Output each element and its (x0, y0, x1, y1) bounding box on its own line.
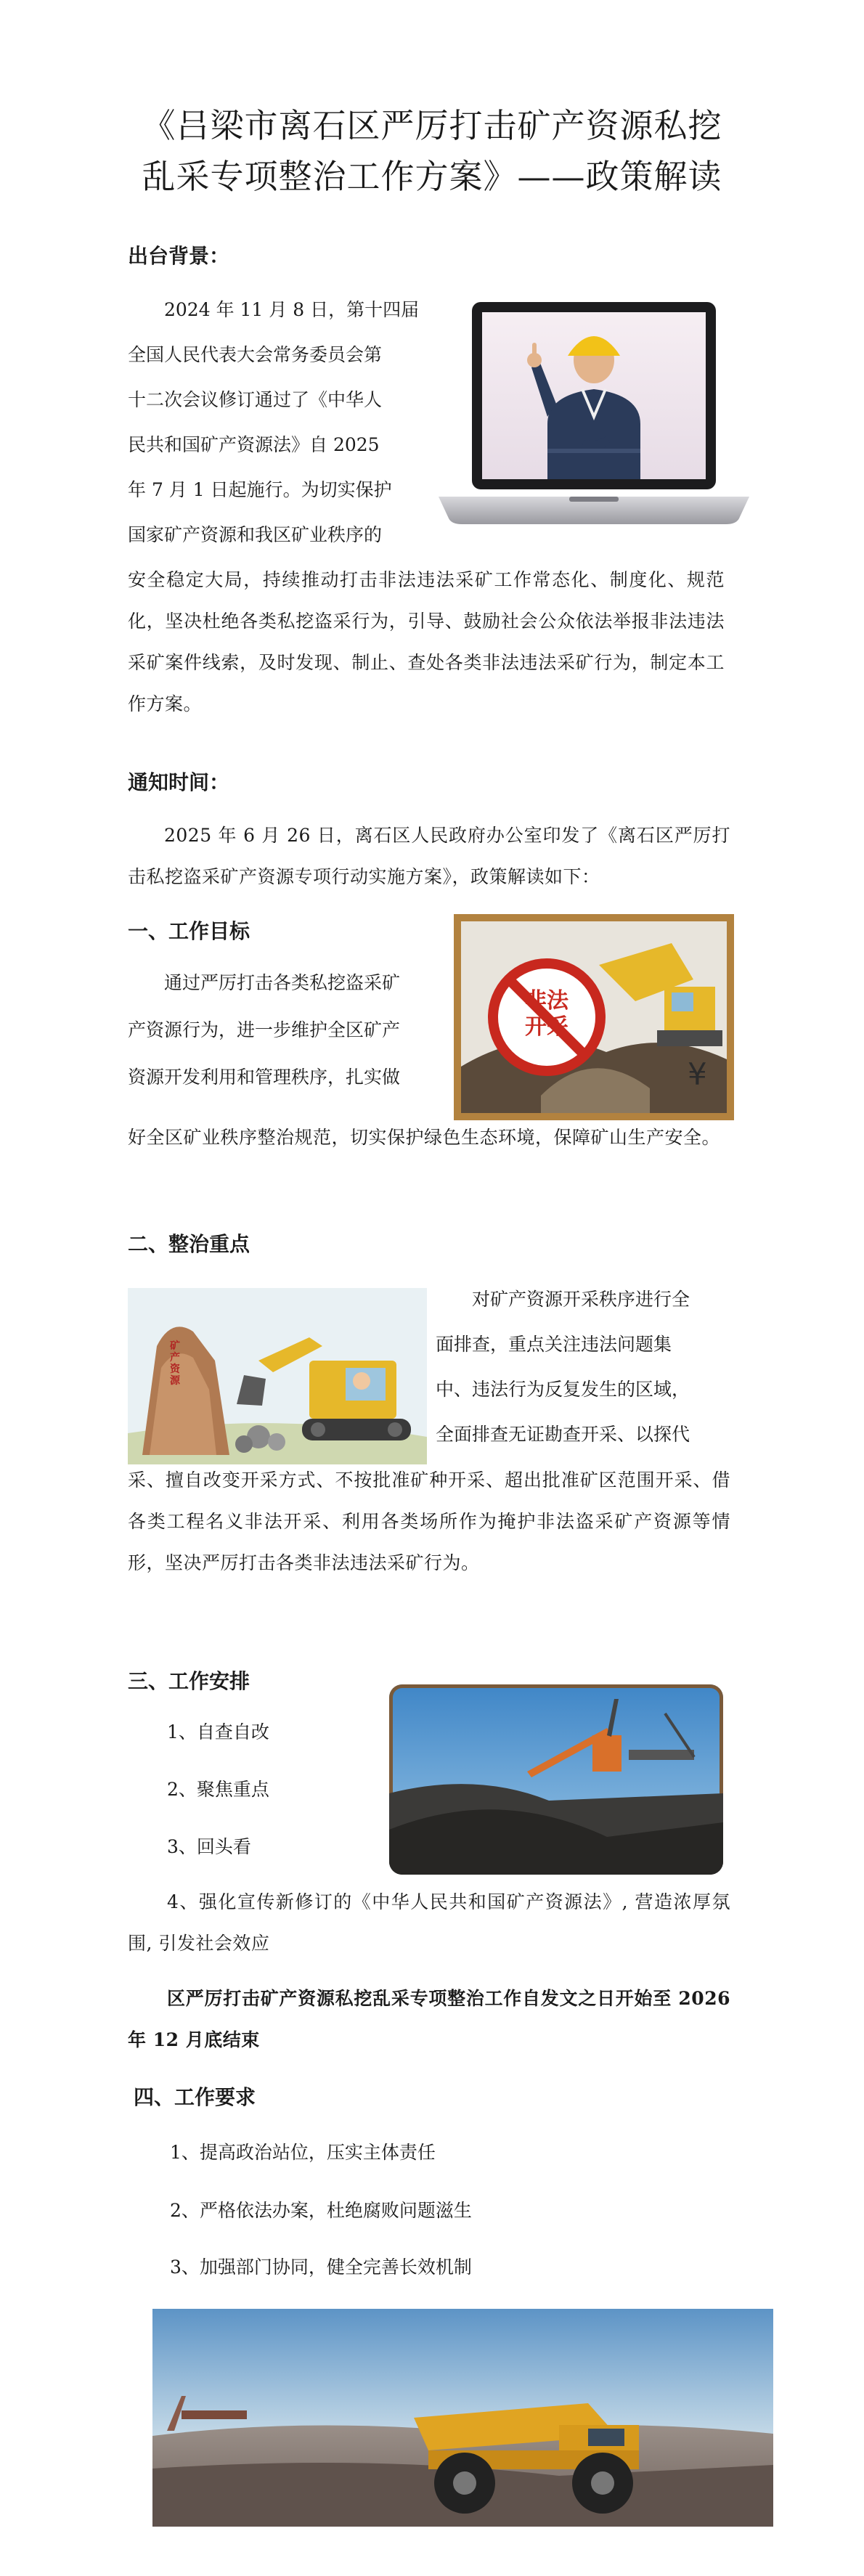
arrange-heading: 三、工作安排 (128, 1669, 250, 1693)
goal-line-3: 资源开发利用和管理秩序，扎实做 (128, 1067, 401, 1088)
period-statement: 区严厉打击矿产资源私挖乱采专项整治工作自发文之日开始至 2026 年 12 月底结束 (128, 1988, 730, 2050)
require-item-1: 1、提高政治站位，压实主体责任 (170, 2142, 436, 2163)
background-line-6: 国家矿产资源和我区矿业秩序的 (128, 524, 383, 545)
goal-paragraph: 好全区矿业秩序整治规范，切实保护绿色生态环境，保障矿山生产安全。 (128, 1127, 721, 1148)
focus-line-1: 对矿产资源开采秩序进行全 (472, 1289, 690, 1310)
background-line-4: 民共和国矿产资源法》自 2025 (128, 434, 380, 455)
page-title (87, 100, 777, 202)
arrange-item-1: 1、自查自改 (167, 1721, 269, 1743)
focus-heading: 二、整治重点 (128, 1232, 250, 1256)
background-heading: 出台背景： (128, 244, 230, 268)
svg-text:¥: ¥ (688, 1056, 707, 1092)
focus-line-3: 中、违法行为反复发生的区域， (436, 1379, 690, 1400)
illegal-mining-image (454, 914, 734, 1120)
cartoon-label: 矿产资源 (170, 1340, 180, 1387)
background-line-1: 2024 年 11 月 8 日，第十四届 (164, 299, 420, 320)
notice-heading: 通知时间： (128, 770, 230, 794)
require-item-2: 2、严格依法办案，杜绝腐败问题滋生 (170, 2200, 472, 2221)
title-line-1: 《吕梁市离石区严厉打击矿产资源私挖 (142, 106, 722, 145)
focus-line-4: 全面排查无证勘查开采、以探代 (436, 1424, 690, 1445)
cartoon-excavator-image (128, 1288, 427, 1464)
focus-paragraph: 采、擅自改变开采方式、不按批准矿种开采、超出批准矿区范围开采、借各类工程名义非法开采、利用各类场所作为掩护非法盗采矿产资源等情形，坚决严厉打击各类非法违法采矿行为。 (128, 1470, 730, 1573)
require-heading: 四、工作要求 (134, 2085, 256, 2109)
background-line-5: 年 7 月 1 日起施行。为切实保护 (128, 479, 392, 500)
illegal-mining-sign-text: 非法开采 (525, 988, 568, 1040)
background-paragraph: 安全稳定大局，持续推动打击非法违法采矿工作常态化、制度化、规范化，坚决杜绝各类私挖盗采行为，引导、鼓励社会公众依法举报非法违法采矿案件线索，及时发现、制止、查处各类非法违法采矿行为，制定本工作方案。 (128, 569, 725, 714)
arrange-item-2: 2、聚焦重点 (167, 1779, 269, 1800)
goal-line-2: 产资源行为，进一步维护全区矿产 (128, 1019, 401, 1040)
laptop-presenter-image (439, 301, 749, 527)
title-line-2: 乱采专项整治工作方案》——政策解读 (142, 157, 722, 196)
goal-line-1: 通过严厉打击各类私挖盗采矿 (164, 972, 401, 993)
goal-heading: 一、工作目标 (128, 919, 250, 943)
arrange-item-3: 3、回头看 (167, 1836, 251, 1857)
require-item-3: 3、加强部门协同，健全完善长效机制 (170, 2257, 472, 2278)
mining-machine-image (389, 1684, 723, 1875)
mining-truck-image (152, 2309, 773, 2527)
background-line-2: 全国人民代表大会常务委员会第 (128, 344, 383, 365)
focus-line-2: 面排查，重点关注违法问题集 (436, 1334, 672, 1355)
background-line-3: 十二次会议修订通过了《中华人 (128, 389, 383, 410)
notice-paragraph: 2025 年 6 月 26 日，离石区人民政府办公室印发了《离石区严厉打击私挖盗采矿产资源专项行动实施方案》，政策解读如下： (128, 825, 730, 887)
arrange-item-4: 4、强化宣传新修订的《中华人民共和国矿产资源法》, 营造浓厚氛围, 引发社会效应 (128, 1891, 730, 1954)
